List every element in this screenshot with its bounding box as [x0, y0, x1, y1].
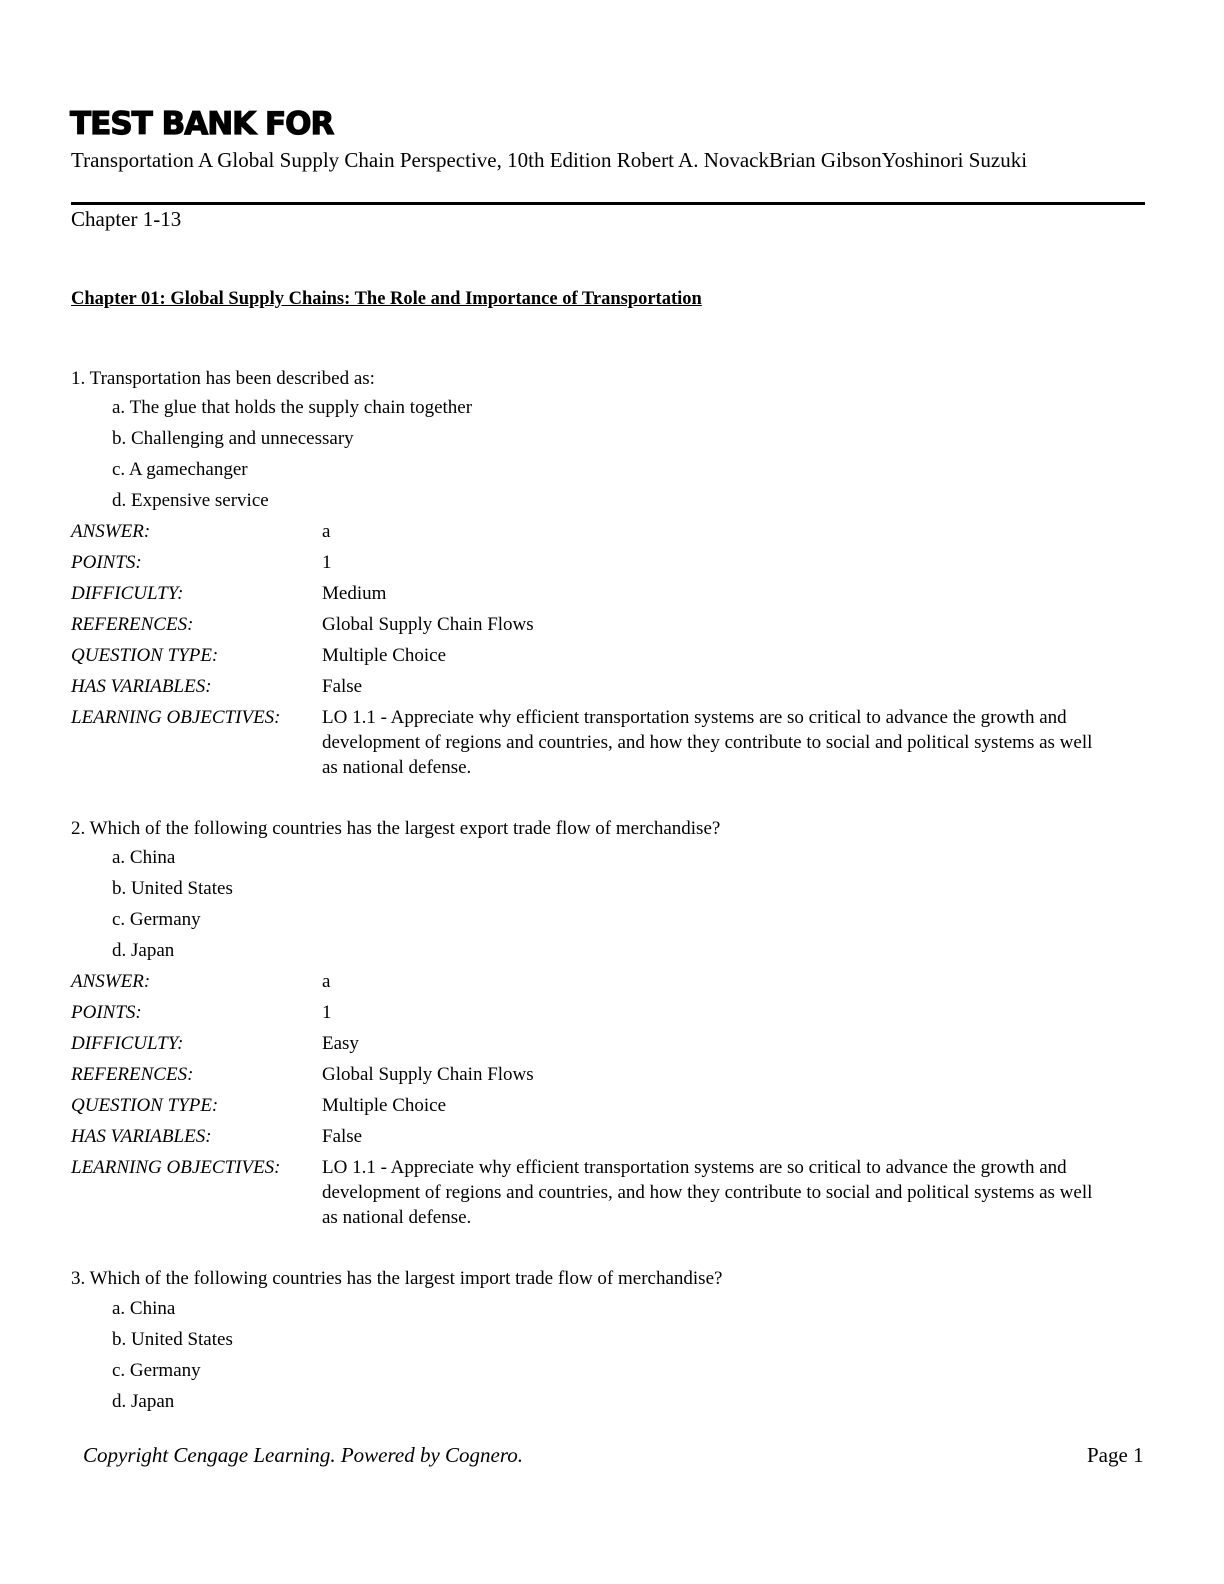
test-bank-title: TEST BANK FOR: [70, 106, 334, 142]
points-label: POINTS:: [71, 1002, 142, 1023]
page-number: Page 1: [1087, 1443, 1144, 1467]
references-value: Global Supply Chain Flows: [322, 1064, 534, 1085]
difficulty-label: DIFFICULTY:: [71, 1033, 184, 1054]
option-c: c. Germany: [112, 1360, 201, 1381]
chapter-heading: Chapter 01: Global Supply Chains: The Role and Importance of Transportation: [71, 289, 702, 309]
points-value: 1: [322, 1002, 332, 1023]
points-label: POINTS:: [71, 552, 142, 573]
references-value: Global Supply Chain Flows: [322, 614, 534, 635]
points-value: 1: [322, 552, 332, 573]
has-variables-label: HAS VARIABLES:: [71, 1126, 212, 1147]
option-a: a. China: [112, 1298, 176, 1319]
chapter-range: Chapter 1-13: [71, 207, 182, 231]
option-d: d. Expensive service: [112, 490, 269, 511]
question-type-label: QUESTION TYPE:: [71, 645, 219, 666]
learning-objectives-label: LEARNING OBJECTIVES:: [71, 707, 281, 728]
has-variables-value: False: [322, 1126, 363, 1147]
question-type-value: Multiple Choice: [322, 645, 447, 666]
option-b: b. United States: [112, 1329, 233, 1350]
header-divider: [71, 202, 1145, 205]
learning-objectives-label: LEARNING OBJECTIVES:: [71, 1157, 281, 1178]
answer-value: a: [322, 521, 331, 542]
question-stem: 2. Which of the following countries has the largest export trade flow of merchandise?: [71, 818, 721, 839]
learning-objectives-value: LO 1.1 - Appreciate why efficient transportation systems are so critical to advance the growth and development of regions and countries, and how they contribute to social and political systems as well as national defense.: [322, 1157, 1093, 1228]
option-d: d. Japan: [112, 940, 175, 961]
option-a: a. The glue that holds the supply chain together: [112, 397, 473, 418]
answer-label: ANSWER:: [71, 521, 151, 542]
option-a: a. China: [112, 847, 176, 868]
references-label: REFERENCES:: [71, 1064, 194, 1085]
difficulty-label: DIFFICULTY:: [71, 583, 184, 604]
question-stem: 3. Which of the following countries has the largest import trade flow of merchandise?: [71, 1268, 723, 1289]
question-type-label: QUESTION TYPE:: [71, 1095, 219, 1116]
footer-copyright: Copyright Cengage Learning. Powered by Cognero.: [83, 1443, 523, 1467]
references-label: REFERENCES:: [71, 614, 194, 635]
option-d: d. Japan: [112, 1391, 175, 1412]
option-b: b. United States: [112, 878, 233, 899]
has-variables-value: False: [322, 676, 363, 697]
difficulty-value: Medium: [322, 583, 387, 604]
option-b: b. Challenging and unnecessary: [112, 428, 354, 449]
has-variables-label: HAS VARIABLES:: [71, 676, 212, 697]
question-type-value: Multiple Choice: [322, 1095, 447, 1116]
question-stem: 1. Transportation has been described as:: [71, 368, 375, 389]
answer-value: a: [322, 971, 331, 992]
difficulty-value: Easy: [322, 1033, 359, 1054]
option-c: c. Germany: [112, 909, 201, 930]
option-c: c. A gamechanger: [112, 459, 248, 480]
book-title: Transportation A Global Supply Chain Perspective, 10th Edition Robert A. NovackBrian GibsonYoshinori Suzuki: [71, 148, 1028, 172]
learning-objectives-value: LO 1.1 - Appreciate why efficient transportation systems are so critical to advance the growth and development of regions and countries, and how they contribute to social and political systems as well as national defense.: [322, 707, 1093, 778]
answer-label: ANSWER:: [71, 971, 151, 992]
